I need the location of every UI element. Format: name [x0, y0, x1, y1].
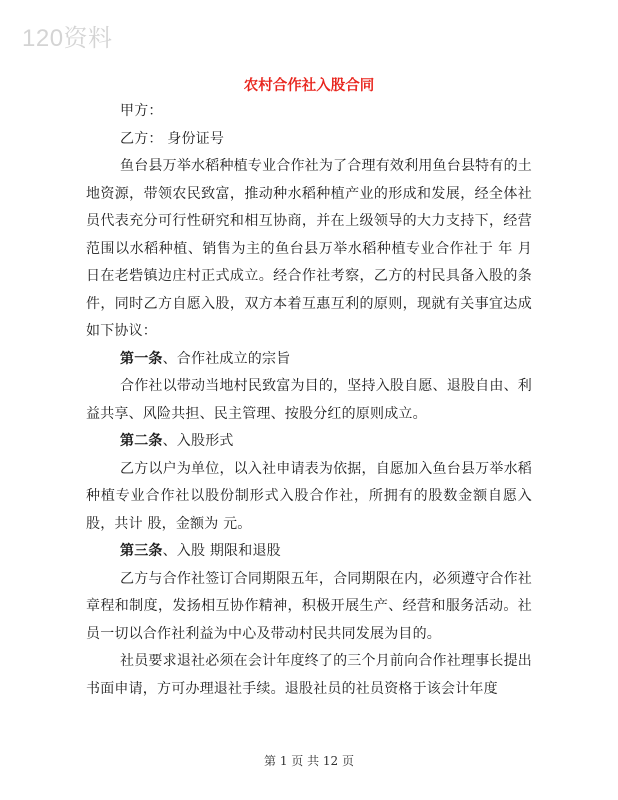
document-body [86, 98, 532, 703]
party-b-line: 乙方： 身份证号 [120, 130, 225, 147]
article-3-title: 、入股 期限和退股 [162, 543, 281, 559]
article-3-body: 乙方与合作社签订合同期限五年，合同期限在内，必须遵守合作社章程和制度，发扬相互协作精神，积极开展生产、经营和服务活动。社员一切以合作社利益为中心及带动村民共同发展为目的。 [86, 570, 532, 642]
party-a-line: 甲方： [120, 103, 163, 119]
article-2-title: 、入股形式 [162, 433, 234, 449]
article-1-label: 第一条 [120, 350, 163, 367]
watermark: 120资料 [22, 25, 113, 52]
page-footer: 第 1 页 共 12 页 [264, 754, 354, 768]
document-title: 农村合作社入股合同 [243, 77, 375, 94]
article-1-body: 合作社以带动当地村民致富为目的，坚持入股自愿、退股自由、利益共享、风险共担、民主管理、按股分红的原则成立。 [86, 378, 532, 422]
article-1-heading [86, 346, 532, 374]
intro-paragraph: 鱼台县万举水稻种植专业合作社为了合理有效利用鱼台县特有的土地资源，带领农民致富，推动种水稻种植产业的形成和发展，经全体社员代表充分可行性研究和相互协商，并在上级领导的大力支持下，经营范围以水稻种植、销售为主的鱼台县万举水稻种植专业合作社于 年 月日在老砦镇边庄村正式成立。经合作社考察，乙方的村民具备入股的条件，同时乙方自愿入股，双方本着互惠互利的原则，现就有关事宜达成如下协议： [86, 158, 532, 339]
article-3-label: 第三条 [120, 543, 163, 559]
article-2-label: 第二条 [120, 433, 163, 449]
article-1-title: 、合作社成立的宗旨 [162, 350, 291, 367]
article-3-body-2: 社员要求退社必须在会计年度终了的三个月前向合作社理事长提出书面申请，方可办理退社手续。退股社员的社员资格于该会计年度 [86, 653, 532, 697]
article-2-heading [86, 428, 532, 456]
article-3-heading [86, 538, 532, 566]
article-2-body: 乙方以户为单位，以入社申请表为依据，自愿加入鱼台县万举水稻种植专业合作社以股份制形式入股合作社，所拥有的股数金额自愿入股，共计 股，金额为 元。 [86, 460, 532, 532]
